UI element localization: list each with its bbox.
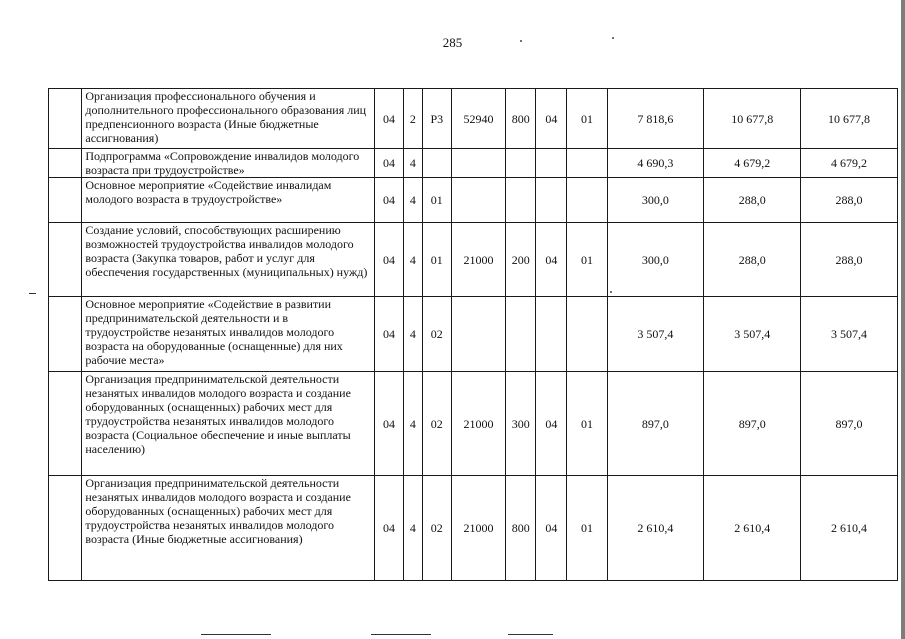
- table-cell-code: [536, 178, 567, 223]
- table-cell-code: 04: [536, 372, 567, 476]
- table-cell-code: 01: [422, 223, 451, 297]
- table-cell-code: 4: [403, 372, 422, 476]
- table-cell-blank: [49, 178, 82, 223]
- table-cell-code: 01: [567, 372, 607, 476]
- table-cell-code: 04: [536, 223, 567, 297]
- table-cell-code: 04: [375, 149, 404, 178]
- scan-mark: [201, 634, 271, 635]
- table-cell-amount: 3 507,4: [704, 297, 801, 372]
- table-cell-name: Подпрограмма «Сопровождение инвалидов молодого возраста при трудоустройстве»: [82, 149, 375, 178]
- table-cell-code: 01: [567, 476, 607, 581]
- table-row: [49, 476, 898, 581]
- table-cell-code: 04: [375, 178, 404, 223]
- table-cell-code: 04: [375, 372, 404, 476]
- table-cell-name: Основное мероприятие «Содействие инвалидам молодого возраста в трудоустройстве»: [82, 178, 375, 223]
- table-cell-code: [451, 178, 506, 223]
- table-cell-amount: 300,0: [607, 223, 704, 297]
- table-cell-amount: 3 507,4: [801, 297, 898, 372]
- table-cell-blank: [49, 372, 82, 476]
- table-cell-name: Организация предпринимательской деятельности незанятых инвалидов молодого возраста и создание оборудованных (оснащенных) рабочих мест для трудоустройства незанятых инвалидов молодого возраста (Иные бюджетные ассигнования): [82, 476, 375, 581]
- table-cell-amount: 288,0: [704, 223, 801, 297]
- table-row: [49, 372, 898, 476]
- scan-dot: [612, 37, 614, 39]
- budget-table: [48, 88, 898, 581]
- table-cell-code: 02: [422, 372, 451, 476]
- table-cell-code: 04: [536, 476, 567, 581]
- table-cell-amount: 288,0: [801, 223, 898, 297]
- table-cell-code: [422, 149, 451, 178]
- table-cell-amount: 288,0: [704, 178, 801, 223]
- table-cell-code: [506, 178, 536, 223]
- table-cell-name: Создание условий, способствующих расширению возможностей трудоустройства инвалидов молодого возраста (Закупка товаров, работ и услуг для обеспечения государственных (муниципальных) нужд): [82, 223, 375, 297]
- table-cell-blank: [49, 89, 82, 149]
- table-cell-amount: 4 679,2: [704, 149, 801, 178]
- table-cell-code: [536, 297, 567, 372]
- table-row: [49, 89, 898, 149]
- table-cell-code: 01: [422, 178, 451, 223]
- table-cell-code: 4: [403, 476, 422, 581]
- table-cell-code: [567, 149, 607, 178]
- table-cell-code: 300: [506, 372, 536, 476]
- table-cell-code: [567, 297, 607, 372]
- table-cell-code: 2: [403, 89, 422, 149]
- table-cell-code: 04: [375, 476, 404, 581]
- table-row: [49, 223, 898, 297]
- table-cell-amount: 10 677,8: [801, 89, 898, 149]
- table-cell-code: [506, 149, 536, 178]
- page-edge: [901, 0, 905, 639]
- table-cell-name: Организация профессионального обучения и дополнительного профессионального образования лиц предпенсионного возраста (Иные бюджетные ассигнования): [82, 89, 375, 149]
- scan-mark: [371, 634, 431, 635]
- table-cell-blank: [49, 223, 82, 297]
- table-cell-code: 01: [567, 89, 607, 149]
- table-cell-amount: 4 679,2: [801, 149, 898, 178]
- scan-dot: [520, 40, 522, 42]
- table-cell-amount: 2 610,4: [704, 476, 801, 581]
- scan-mark: [29, 293, 36, 294]
- table-row: [49, 178, 898, 223]
- table-cell-blank: [49, 297, 82, 372]
- table-cell-code: 01: [567, 223, 607, 297]
- table-cell-code: [451, 297, 506, 372]
- table-cell-amount: 300,0: [607, 178, 704, 223]
- table-cell-code: 4: [403, 223, 422, 297]
- table-cell-amount: 2 610,4: [801, 476, 898, 581]
- table-row: [49, 297, 898, 372]
- table-cell-code: 04: [375, 223, 404, 297]
- table-cell-code: 4: [403, 149, 422, 178]
- table-cell-code: 4: [403, 297, 422, 372]
- table-cell-code: [506, 297, 536, 372]
- table-cell-amount: 2 610,4: [607, 476, 704, 581]
- scan-dot: [610, 291, 612, 293]
- table-cell-name: Организация предпринимательской деятельности незанятых инвалидов молодого возраста и создание оборудованных (оснащенных) рабочих мест для трудоустройства незанятых инвалидов молодого возраста (Социальное обеспечение и иные выплаты населению): [82, 372, 375, 476]
- table-cell-blank: [49, 476, 82, 581]
- table-cell-blank: [49, 149, 82, 178]
- table-cell-code: [451, 149, 506, 178]
- scan-mark: [508, 634, 553, 635]
- table-cell-amount: 4 690,3: [607, 149, 704, 178]
- table-cell-code: 02: [422, 297, 451, 372]
- page-number: 285: [442, 35, 463, 50]
- table-cell-code: 21000: [451, 372, 506, 476]
- table-cell-code: 21000: [451, 223, 506, 297]
- table-cell-code: 200: [506, 223, 536, 297]
- table-cell-code: 04: [536, 89, 567, 149]
- table-cell-amount: 3 507,4: [607, 297, 704, 372]
- table-row: [49, 149, 898, 178]
- table-cell-amount: 897,0: [801, 372, 898, 476]
- table-cell-code: 4: [403, 178, 422, 223]
- table-cell-code: 800: [506, 89, 536, 149]
- table-cell-amount: 10 677,8: [704, 89, 801, 149]
- table-cell-code: [567, 178, 607, 223]
- table-cell-code: 04: [375, 89, 404, 149]
- table-cell-code: [536, 149, 567, 178]
- table-cell-amount: 897,0: [704, 372, 801, 476]
- table-cell-amount: 288,0: [801, 178, 898, 223]
- table-cell-code: 21000: [451, 476, 506, 581]
- table-cell-name: Основное мероприятие «Содействие в развитии предпринимательской деятельности и в трудоустройстве незанятых инвалидов молодого возраста на оборудованные (оснащенные) для них рабочие места»: [82, 297, 375, 372]
- table-cell-amount: 7 818,6: [607, 89, 704, 149]
- table-cell-code: 02: [422, 476, 451, 581]
- table-body: [49, 89, 898, 581]
- table-cell-amount: 897,0: [607, 372, 704, 476]
- table-cell-code: 800: [506, 476, 536, 581]
- table-cell-code: Р3: [422, 89, 451, 149]
- table-cell-code: 52940: [451, 89, 506, 149]
- table-cell-code: 04: [375, 297, 404, 372]
